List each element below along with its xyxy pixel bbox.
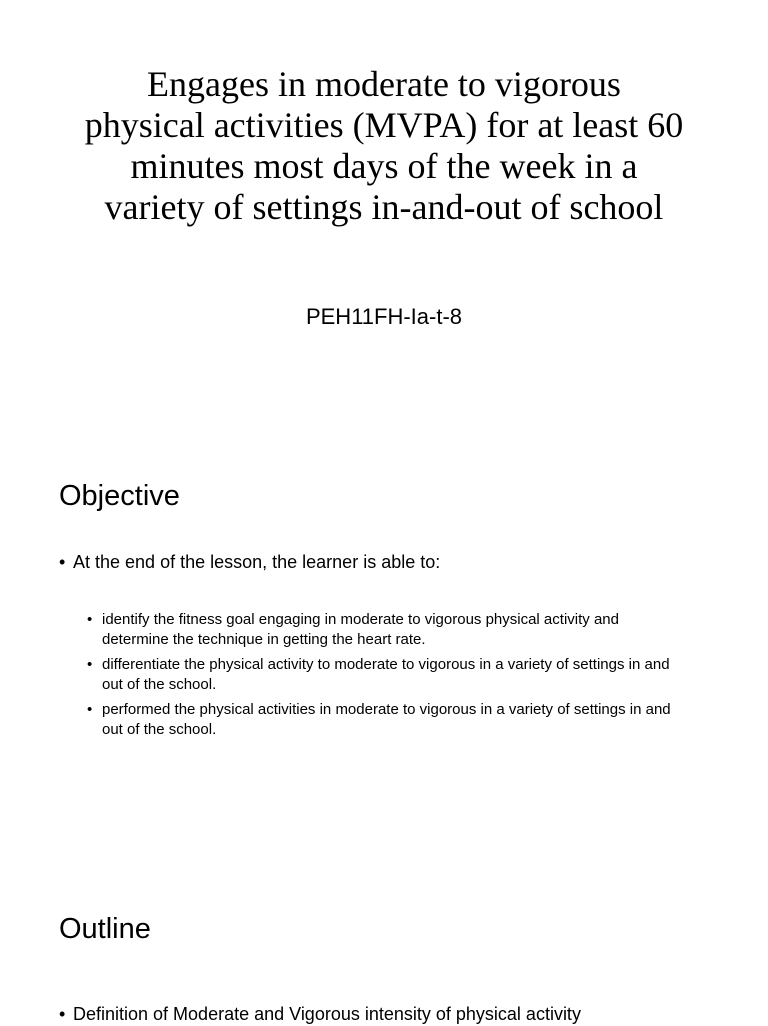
outline-item: • Definition of Moderate and Vigorous intensity of physical activity <box>59 1002 733 1026</box>
objective-item: • identify the fitness goal engaging in moderate to vigorous physical activity and determine the technique in getting the heart rate. <box>87 610 687 650</box>
slide-title: Engages in moderate to vigorous physical activities (MVPA) for at least 60 minutes most days of the week in a variety of settings in-and-out of school <box>84 64 684 227</box>
objective-item: • performed the physical activities in moderate to vigorous in a variety of settings in and out of the school. <box>87 700 687 740</box>
objective-heading: Objective <box>59 480 180 512</box>
competency-code: PEH11FH-Ia-t-8 <box>305 304 463 329</box>
objective-item: • differentiate the physical activity to moderate to vigorous in a variety of settings in and out of the school. <box>87 655 687 695</box>
objective-list <box>87 610 687 745</box>
outline-heading: Outline <box>59 913 151 945</box>
objective-intro: • At the end of the lesson, the learner is able to: <box>59 550 733 574</box>
